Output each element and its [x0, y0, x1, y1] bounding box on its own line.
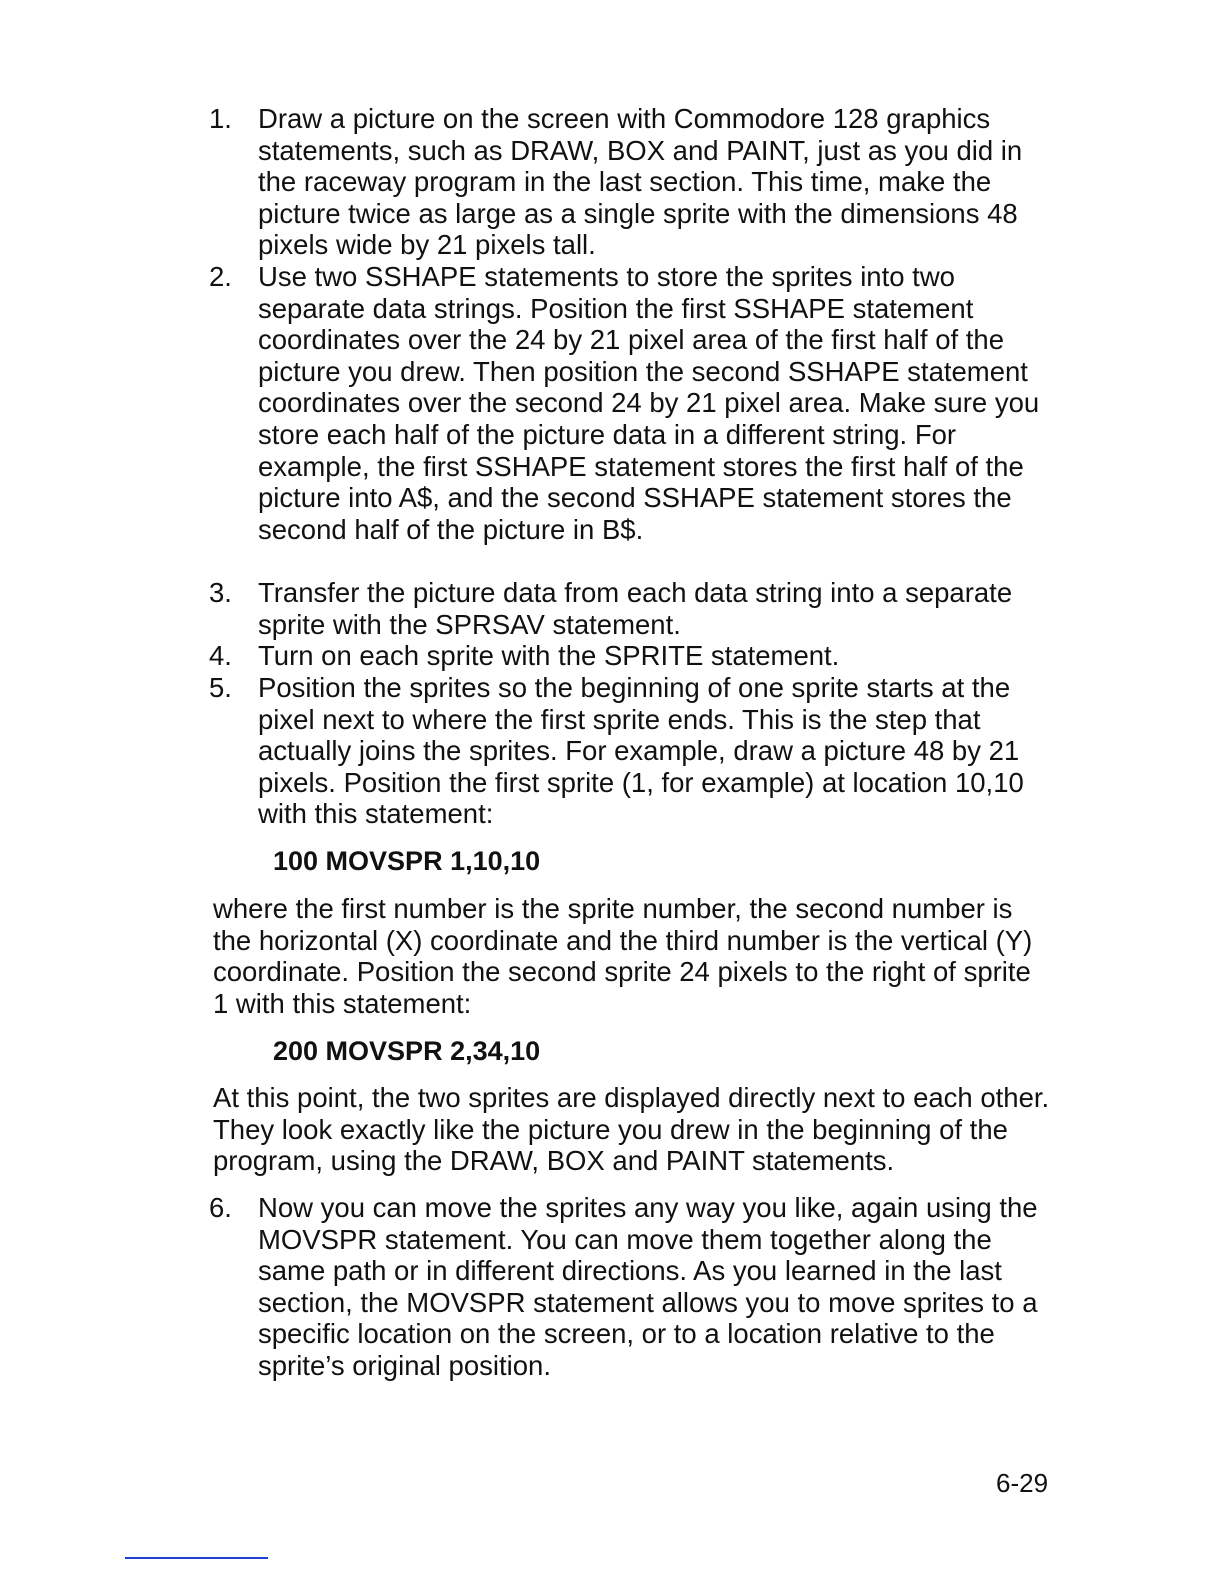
- code-line-movspr-2: 200 MOVSPR 2,34,10: [273, 1036, 541, 1066]
- list-text: Transfer the picture data from each data string into a separate sprite with the SPRSAV statement.: [258, 577, 1013, 640]
- list-item-1: [209, 103, 1049, 261]
- list-text: Draw a picture on the screen with Commodore 128 graphics statements, such as DRAW, BOX and PAINT, just as you did in the raceway program in the last section. This time, make the picture twice as large as a single sprite with the dimensions 48 pixels wide by 21 pixels tall.: [258, 103, 1023, 261]
- list-item-5: [209, 672, 1049, 830]
- list-text: Now you can move the sprites any way you like, again using the MOVSPR statement. You can move them together along the same path or in different directions. As you learned in the last section, the MOVSPR statement allows you to move sprites to a specific location on the screen, or to a location relative to the sprite’s original position.: [258, 1192, 1038, 1381]
- list-number: 3.: [209, 577, 232, 608]
- footer-rule: [125, 1557, 268, 1559]
- list-number: 4.: [209, 640, 232, 671]
- list-number: 5.: [209, 672, 232, 703]
- body-paragraph: At this point, the two sprites are displayed directly next to each other. They look exactly like the picture you drew in the beginning of the program, using the DRAW, BOX and PAINT statements.: [213, 1082, 1050, 1177]
- list-text: Position the sprites so the beginning of one sprite starts at the pixel next to where the first sprite ends. This is the step that actually joins the sprites. For example, draw a picture 48 by 21 pixels. Position the first sprite (1, for example) at location 10,10 with this statement:: [258, 672, 1024, 830]
- list-item-6: [209, 1192, 1049, 1382]
- list-number: 1.: [209, 103, 232, 134]
- list-text: Turn on each sprite with the SPRITE statement.: [258, 640, 840, 671]
- list-number: 6.: [209, 1192, 232, 1223]
- page-number: 6-29: [996, 1468, 1049, 1498]
- list-item-3: [209, 577, 1049, 640]
- list-item-2: [209, 261, 1049, 545]
- body-paragraph: where the first number is the sprite number, the second number is the horizontal (X) coordinate and the third number is the vertical (Y) coordinate. Position the second sprite 24 pixels to the right of sprite 1 with this statement:: [213, 893, 1033, 1019]
- list-item-4: [209, 640, 1049, 672]
- list-number: 2.: [209, 261, 232, 292]
- list-text: Use two SSHAPE statements to store the sprites into two separate data strings. Position the first SSHAPE statement coordinates over the 24 by 21 pixel area of the first half of the picture you drew. Then position the second SSHAPE statement coordinates over the second 24 by 21 pixel area. Make sure you store each half of the picture data in a different string. For example, the first SSHAPE statement stores the first half of the picture into A$, and the second SSHAPE statement stores the second half of the picture in B$.: [258, 261, 1040, 545]
- code-line-movspr-1: 100 MOVSPR 1,10,10: [273, 846, 541, 876]
